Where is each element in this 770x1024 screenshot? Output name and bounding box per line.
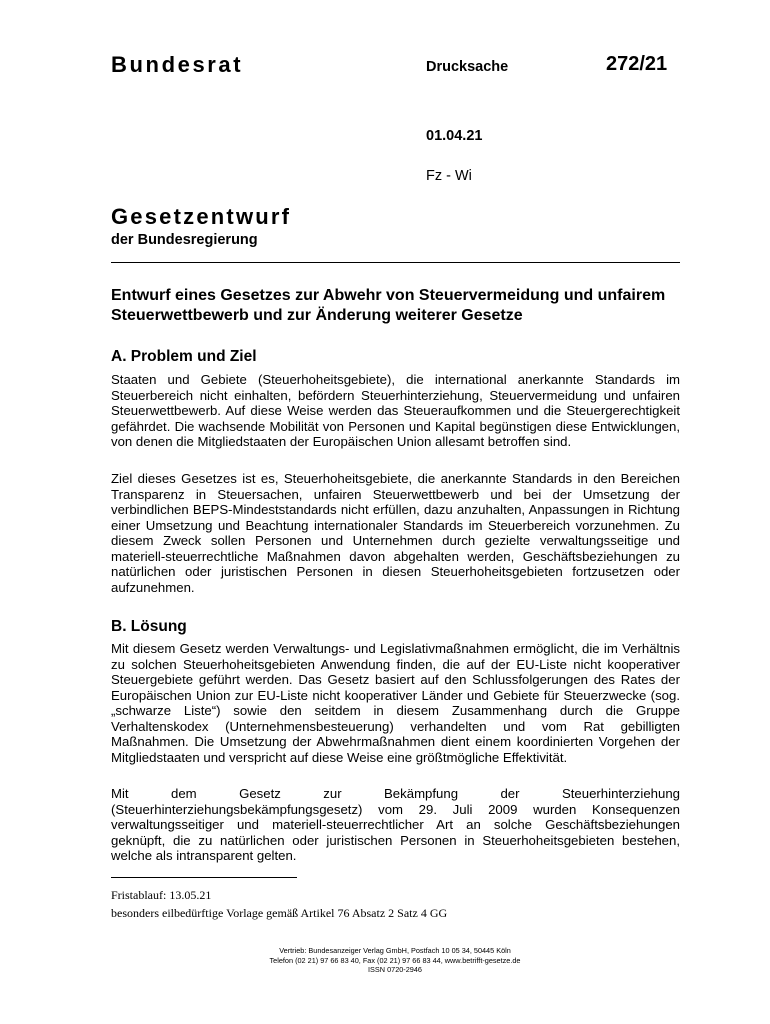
footnote-urgency: besonders eilbedürftige Vorlage gemäß Artikel 76 Absatz 2 Satz 4 GG [111, 906, 448, 920]
footnote-divider [111, 877, 297, 878]
publisher-footer [200, 946, 590, 975]
publisher-address: Vertrieb: Bundesanzeiger Verlag GmbH, Postfach 10 05 34, 50445 Köln [279, 946, 511, 955]
institution-name: Bundesrat [111, 52, 244, 77]
issn-number: ISSN 0720-2946 [368, 965, 422, 974]
committee-reference: Fz - Wi [426, 168, 472, 184]
document-type-subtitle: der Bundesregierung [111, 232, 258, 248]
draft-law-title: Entwurf eines Gesetzes zur Abwehr von Steuervermeidung und unfairem Steuerwettbewerb und zur Änderung weiterer Gesetze [111, 287, 666, 324]
section-b-paragraph-1: Mit diesem Gesetz werden Verwaltungs- und Legislativmaßnahmen ermöglicht, die im Verhältnis zu solchen Steuerhoheitsgebieten Anwendung finden, die auf der EU-Liste nicht kooperativer Steuergebiete geführt werden. Das Gesetz basiert auf den Schlussfolgerungen des Rates der Europäischen Union zur EU-Liste nicht kooperativer Länder und Gebiete für Steuerzwecke (sog. „schwarze Liste“) sowie den seitdem in diesem Zusammenhang durch die Gruppe Verhaltenskodex (Unternehmensbesteuerung) verhandelten und vom Rat gebilligten Maßnahmen. Die Umsetzung der Abwehrmaßnahmen dient einem koordinierten Vorgehen der Mitgliedstaaten und verspricht auf diese Weise eine größtmögliche Effektivität. [111, 641, 680, 765]
section-b-paragraph-2: Mit dem Gesetz zur Bekämpfung der Steuerhinterziehung (Steuerhinterziehungsbekämpfungsgesetz) vom 29. Juli 2009 wurden Konsequenzen verwaltungsseitiger und materiell-steuerrechtlicher Art an solche Geschäftsbeziehungen geknüpft, die zu natürlichen oder juristischen Personen in Steuerhoheitsgebieten bestehen, welche als intransparent gelten. [111, 786, 680, 864]
publisher-contact: Telefon (02 21) 97 66 83 40, Fax (02 21) 97 66 83 44, www.betrifft-gesetze.de [269, 955, 521, 965]
document-type-title: Gesetzentwurf [111, 204, 292, 229]
section-a-heading: A. Problem und Ziel [111, 348, 257, 365]
footnote-deadline: Fristablauf: 13.05.21 [111, 888, 212, 902]
document-date: 01.04.21 [426, 128, 483, 144]
section-a-paragraph-1: Staaten und Gebiete (Steuerhoheitsgebiete), die international anerkannte Standards im Steuerbereich nicht einhalten, befördern Steuerhinterziehung, Steuervermeidung und unfairen Steuerwettbewerb. Auf diese Weise werden das Steueraufkommen und die Steuergerechtigkeit gefährdet. Die wachsende Mobilität von Personen und Kapital begünstigen diese Entwicklungen, von denen die Mitgliedstaaten der Europäischen Union allesamt betroffen sind. [111, 372, 680, 450]
section-a-paragraph-2: Ziel dieses Gesetzes ist es, Steuerhoheitsgebiete, die anerkannte Standards in den Bereichen Transparenz in Steuersachen, unfairen Steuerwettbewerb und bei der Umsetzung der verbindlichen BEPS-Mindeststandards nicht erfüllen, dazu anzuhalten, Anpassungen in Richtung einer Umsetzung und Beachtung internationaler Standards im Steuerbereich vorzunehmen. Zu diesem Zweck sollen Personen und Unternehmen durch gezielte verwaltungsseitige und materiell-steuerrechtliche Maßnahmen davon abgehalten werden, Geschäftsbeziehungen zu natürlichen oder juristischen Personen in diesen Steuerhoheitsgebieten fortzusetzen oder aufzunehmen. [111, 471, 680, 595]
document-label: Drucksache [426, 59, 509, 75]
section-b-heading: B. Lösung [111, 618, 187, 635]
document-number: 272/21 [606, 53, 668, 75]
title-divider [111, 262, 680, 263]
